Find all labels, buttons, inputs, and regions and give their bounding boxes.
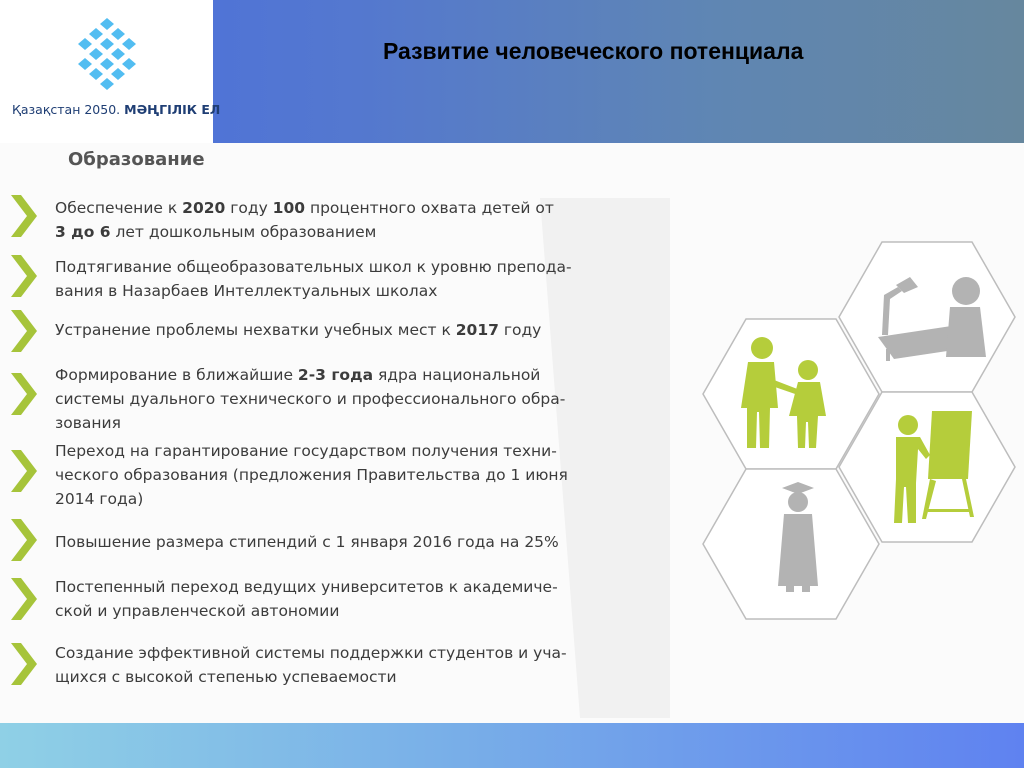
list-item-text [55, 318, 620, 342]
item-text-part: 2014 года) [55, 490, 144, 508]
section-title: Образование [68, 149, 205, 170]
list-item-text [55, 439, 620, 511]
chevron-right-icon [9, 308, 39, 354]
chevron-right-icon [9, 448, 39, 494]
graduate-icon [702, 468, 880, 620]
emphasis-text: 2020 [182, 199, 226, 217]
kazakhstan-2050-logo-icon [72, 18, 142, 92]
item-text-part: процентного охвата детей от [305, 199, 554, 217]
emphasis-text: 2-3 года [297, 366, 374, 384]
item-text-part: Устранение проблемы нехватки учебных мест к [55, 321, 456, 339]
student-desk-icon [838, 241, 1016, 393]
emphasis-text: 3 до 6 [55, 223, 111, 241]
item-text-part: ской и управленческой автономии [55, 602, 340, 620]
item-text-part: вания в Назарбаев Интеллектуальных школах [55, 282, 438, 300]
item-text-part: щихся с высокой степенью успеваемости [55, 668, 397, 686]
footer-band [0, 723, 1024, 768]
item-text-part: году [498, 321, 542, 339]
item-text-part: ческого образования (предложения Правительства до 1 июня [55, 466, 568, 484]
page-title: Развитие человеческого потенциала [383, 38, 804, 64]
emphasis-text: 2017 [455, 321, 499, 339]
list-item-text [55, 196, 620, 244]
chevron-right-icon [9, 253, 39, 299]
chevron-right-icon [9, 371, 39, 417]
list-item-text [55, 255, 620, 303]
emphasis-text: 100 [272, 199, 306, 217]
chevron-right-icon [9, 576, 39, 622]
list-item-text [55, 641, 620, 689]
content-panel [0, 143, 1024, 723]
item-text-part: лет дошкольным образованием [110, 223, 377, 241]
item-text-part: Переход на гарантирование государством получения техни- [55, 442, 557, 460]
item-text-part: Формирование в ближайшие [55, 366, 298, 384]
chevron-right-icon [9, 193, 39, 239]
item-text-part: Подтягивание общеобразовательных школ к уровню препода- [55, 258, 572, 276]
item-text-part: Создание эффективной системы поддержки студентов и уча- [55, 644, 567, 662]
list-item-text [55, 363, 620, 435]
header-band [0, 0, 1024, 143]
logo-text [12, 102, 220, 117]
item-text-part: Обеспечение к [55, 199, 183, 217]
item-text-part: системы дуального технического и профессионального обра- [55, 390, 566, 408]
item-text-part: Постепенный переход ведущих университетов к академиче- [55, 578, 558, 596]
item-text-part: году [225, 199, 273, 217]
list-item-text [55, 575, 620, 623]
item-text-part: зования [55, 414, 121, 432]
chevron-right-icon [9, 641, 39, 687]
logo-text-regular: Қазақстан 2050. [12, 102, 121, 117]
logo-text-bold: МӘҢГІЛІК ЕЛ [124, 102, 221, 117]
item-text-part: Повышение размера стипендий с 1 января 2016 года на 25% [55, 533, 559, 551]
chevron-right-icon [9, 517, 39, 563]
list-item-text [55, 530, 620, 554]
logo [0, 0, 221, 143]
item-text-part: ядра национальной [373, 366, 541, 384]
